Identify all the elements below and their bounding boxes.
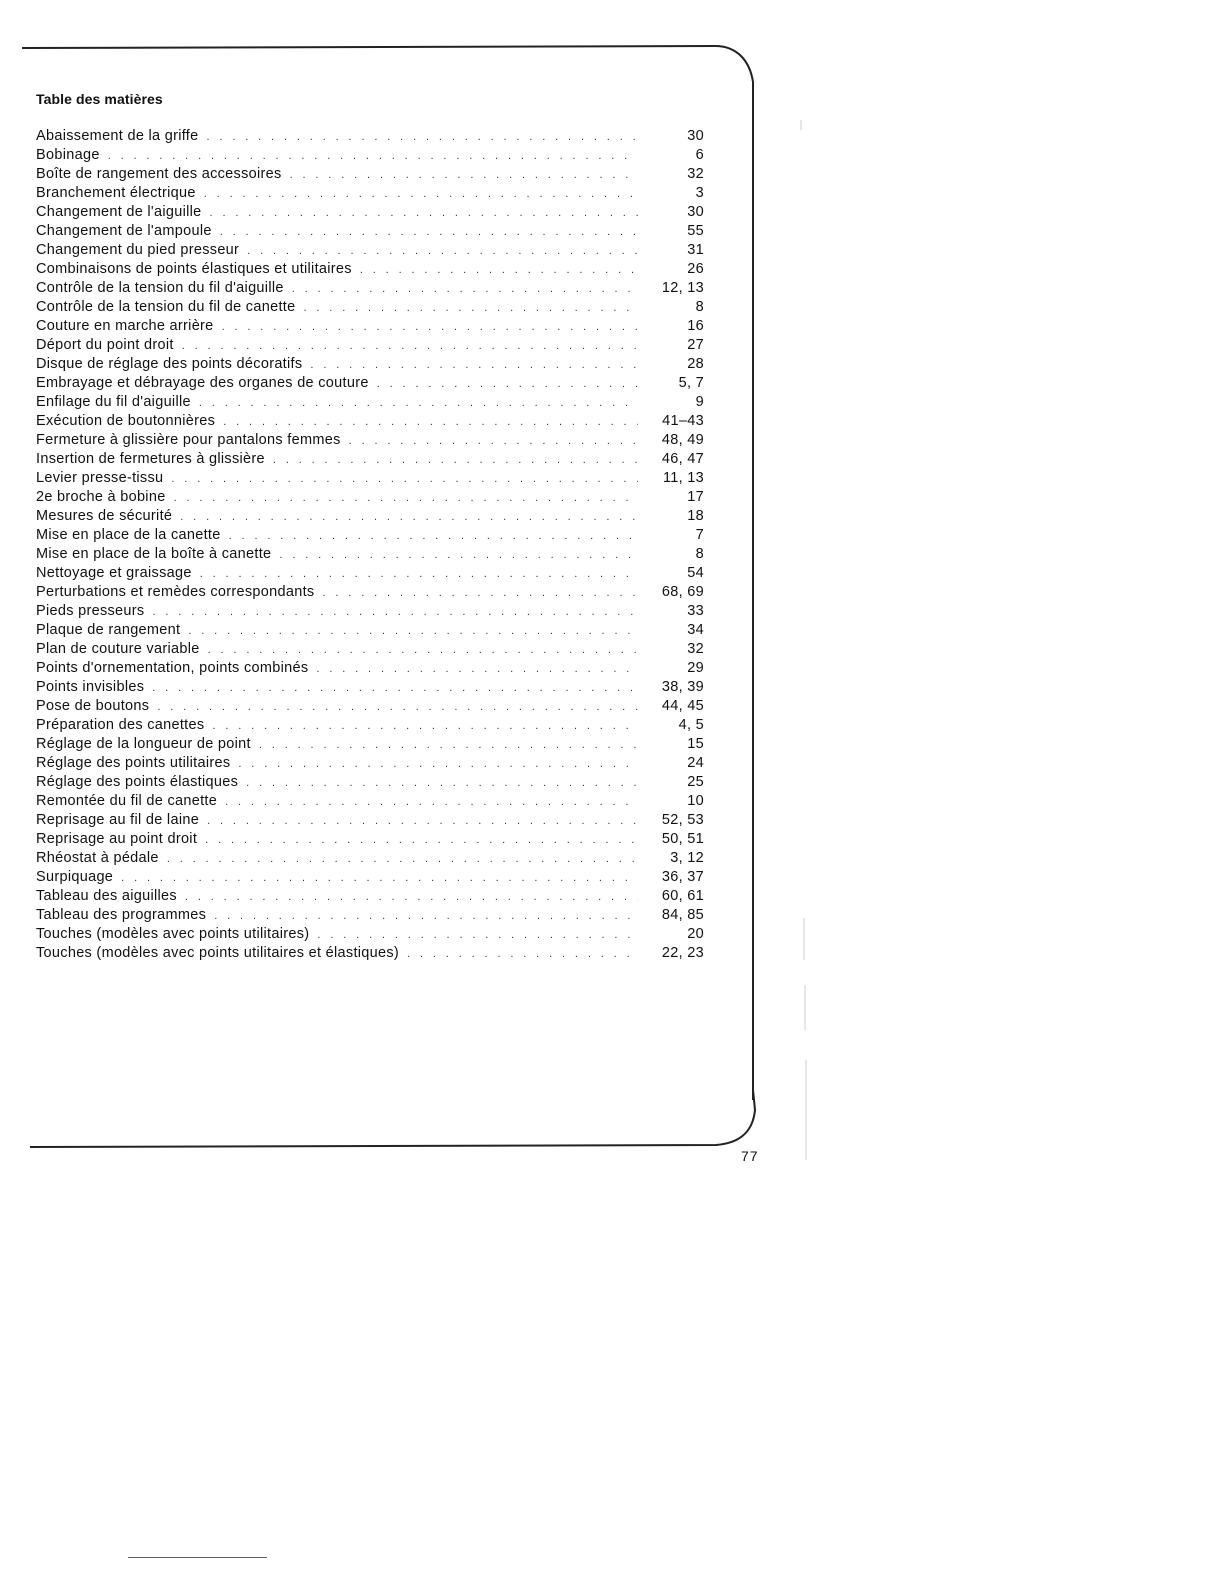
toc-entry-label: Fermeture à glissière pour pantalons femmes [36, 432, 341, 448]
toc-entry-label: Reprisage au fil de laine [36, 812, 200, 828]
toc-entry-page: 20 [687, 926, 704, 942]
toc-entry [36, 336, 704, 355]
toc-entry [36, 317, 704, 336]
toc-entry-label: Insertion de fermetures à glissière [36, 451, 265, 467]
toc-entry-page: 11, 13 [662, 470, 704, 486]
toc-entry-label: Changement de l'aiguille [36, 204, 202, 220]
toc-entry [36, 488, 704, 507]
toc-entry-label: Tableau des programmes [36, 907, 207, 923]
toc-entry-page: 38, 39 [661, 679, 704, 695]
toc-entry-page: 8 [695, 299, 704, 315]
toc-entry [36, 545, 704, 564]
toc-entry [36, 412, 704, 431]
toc-entry-page: 17 [687, 489, 704, 505]
toc-entry-label: Combinaisons de points élastiques et utilitaires [36, 261, 352, 277]
dot-leader [407, 945, 638, 964]
toc-entry-page: 30 [687, 128, 704, 144]
toc-entry-label: Bobinage [36, 147, 100, 163]
dot-leader [290, 166, 638, 185]
toc-entry-page: 55 [687, 223, 704, 239]
toc-entry-label: Préparation des canettes [36, 717, 205, 733]
toc-entry-label: Enfilage du fil d'aiguille [36, 394, 191, 410]
toc-entry-label: Changement de l'ampoule [36, 223, 212, 239]
toc-entry-page: 32 [687, 166, 704, 182]
toc-entry [36, 374, 704, 393]
toc-entry-page: 52, 53 [661, 812, 704, 828]
toc-entry [36, 754, 704, 773]
toc-entry [36, 925, 704, 944]
dot-leader [199, 394, 638, 413]
toc-entry-label: Touches (modèles avec points utilitaires) [36, 926, 310, 942]
toc-entry-label: Boîte de rangement des accessoires [36, 166, 282, 182]
toc-entry [36, 640, 704, 659]
toc-entry-page: 60, 61 [661, 888, 704, 904]
toc-entry-page: 7 [695, 527, 704, 543]
toc-entry [36, 469, 704, 488]
toc-entry [36, 849, 704, 868]
toc-entry [36, 906, 704, 925]
toc-entry-label: Touches (modèles avec points utilitaires et élastiques) [36, 945, 400, 961]
toc-entry [36, 222, 704, 241]
toc-entry [36, 146, 704, 165]
toc-entry-page: 27 [687, 337, 704, 353]
toc-entry-label: Disque de réglage des points décoratifs [36, 356, 303, 372]
toc-entry-label: Branchement électrique [36, 185, 196, 201]
toc-entry-label: Changement du pied presseur [36, 242, 240, 258]
toc-entry [36, 792, 704, 811]
toc-entry [36, 697, 704, 716]
toc-entry-label: Points d'ornementation, points combinés [36, 660, 309, 676]
toc-entry [36, 659, 704, 678]
toc-entry-label: Déport du point droit [36, 337, 174, 353]
toc-entry [36, 260, 704, 279]
dot-leader [229, 527, 638, 546]
dot-leader [310, 356, 638, 375]
toc-entry [36, 716, 704, 735]
toc-entry [36, 868, 704, 887]
toc-entry [36, 526, 704, 545]
toc-entry-page: 4, 5 [678, 717, 704, 733]
toc-entry-page: 33 [687, 603, 704, 619]
toc-entry-page: 68, 69 [661, 584, 704, 600]
toc-entry-label: Points invisibles [36, 679, 145, 695]
dot-leader [349, 432, 638, 451]
toc-entry-label: Reprisage au point droit [36, 831, 198, 847]
toc-entry-page: 31 [687, 242, 704, 258]
dot-leader [208, 641, 638, 660]
dot-leader [210, 204, 638, 223]
dot-leader [222, 318, 638, 337]
toc-entry [36, 127, 704, 146]
toc-entry [36, 393, 704, 412]
toc-entry-label: Mise en place de la boîte à canette [36, 546, 272, 562]
dot-leader [377, 375, 638, 394]
toc-entry-label: Perturbations et remèdes correspondants [36, 584, 315, 600]
toc-entry-page: 26 [687, 261, 704, 277]
dot-leader [188, 622, 638, 641]
toc-entry [36, 184, 704, 203]
toc-entry-page: 8 [695, 546, 704, 562]
footer-rule [128, 1557, 267, 1558]
toc-entry-page: 25 [687, 774, 704, 790]
dot-leader [214, 907, 638, 926]
toc-entry [36, 450, 704, 469]
toc-entry-label: Pieds presseurs [36, 603, 145, 619]
dot-leader [317, 926, 638, 945]
toc-entry-label: Couture en marche arrière [36, 318, 214, 334]
toc-entry [36, 298, 704, 317]
dot-leader [205, 831, 638, 850]
toc-entry-page: 44, 45 [661, 698, 704, 714]
toc-entry [36, 811, 704, 830]
toc-entry [36, 241, 704, 260]
toc-entry-label: Nettoyage et graissage [36, 565, 192, 581]
toc-entry-label: Réglage des points utilitaires [36, 755, 231, 771]
toc-entry [36, 355, 704, 374]
dot-leader [171, 470, 638, 489]
dot-leader [322, 584, 638, 603]
toc-entry [36, 564, 704, 583]
dot-leader [279, 546, 638, 565]
dot-leader [108, 147, 638, 166]
toc-entry-page: 32 [687, 641, 704, 657]
dot-leader [212, 717, 638, 736]
table-of-contents [36, 127, 704, 963]
toc-entry [36, 678, 704, 697]
toc-entry [36, 203, 704, 222]
dot-leader [152, 679, 638, 698]
dot-leader [223, 413, 638, 432]
toc-entry-label: Mesures de sécurité [36, 508, 173, 524]
toc-entry-page: 54 [687, 565, 704, 581]
toc-entry-page: 24 [687, 755, 704, 771]
toc-entry-page: 46, 47 [661, 451, 704, 467]
toc-entry-label: Plan de couture variable [36, 641, 200, 657]
dot-leader [259, 736, 638, 755]
toc-entry [36, 431, 704, 450]
dot-leader [185, 888, 638, 907]
dot-leader [167, 850, 638, 869]
page-title: Table des matières [36, 91, 163, 107]
toc-entry-label: Exécution de boutonnières [36, 413, 216, 429]
toc-entry-label: 2e broche à bobine [36, 489, 166, 505]
toc-entry-label: Réglage des points élastiques [36, 774, 239, 790]
dot-leader [316, 660, 638, 679]
toc-entry-label: Mise en place de la canette [36, 527, 221, 543]
toc-entry [36, 735, 704, 754]
dot-leader [292, 280, 638, 299]
toc-entry-label: Pose de boutons [36, 698, 150, 714]
dot-leader [247, 242, 638, 261]
toc-entry-page: 84, 85 [661, 907, 704, 923]
dot-leader [207, 128, 639, 147]
frame-bottom-rule [30, 1090, 755, 1147]
toc-entry-label: Abaissement de la griffe [36, 128, 199, 144]
toc-entry [36, 279, 704, 298]
dot-leader [225, 793, 638, 812]
scan-speckles [801, 120, 806, 1160]
toc-entry-page: 3, 12 [670, 850, 704, 866]
toc-entry [36, 583, 704, 602]
toc-entry-page: 12, 13 [661, 280, 704, 296]
toc-entry-page: 15 [687, 736, 704, 752]
toc-entry-label: Réglage de la longueur de point [36, 736, 251, 752]
toc-entry-page: 6 [695, 147, 704, 163]
dot-leader [220, 223, 638, 242]
dot-leader [238, 755, 638, 774]
toc-entry-label: Remontée du fil de canette [36, 793, 218, 809]
dot-leader [207, 812, 638, 831]
toc-entry-label: Surpiquage [36, 869, 114, 885]
toc-entry-page: 50, 51 [661, 831, 704, 847]
toc-entry [36, 507, 704, 526]
toc-entry-label: Tableau des aiguilles [36, 888, 177, 904]
toc-entry [36, 830, 704, 849]
toc-entry [36, 944, 704, 963]
toc-entry [36, 621, 704, 640]
toc-entry [36, 773, 704, 792]
dot-leader [360, 261, 638, 280]
toc-entry-page: 30 [687, 204, 704, 220]
toc-entry-page: 34 [687, 622, 704, 638]
dot-leader [152, 603, 638, 622]
toc-entry-page: 9 [695, 394, 704, 410]
dot-leader [246, 774, 638, 793]
dot-leader [200, 565, 638, 584]
toc-entry-page: 29 [687, 660, 704, 676]
toc-entry-label: Contrôle de la tension du fil d'aiguille [36, 280, 284, 296]
dot-leader [182, 337, 638, 356]
dot-leader [204, 185, 638, 204]
toc-entry-page: 10 [687, 793, 704, 809]
toc-entry-label: Rhéostat à pédale [36, 850, 159, 866]
toc-entry-page: 22, 23 [661, 945, 704, 961]
toc-entry [36, 887, 704, 906]
toc-entry-label: Levier presse-tissu [36, 470, 164, 486]
dot-leader [273, 451, 638, 470]
dot-leader [174, 489, 638, 508]
toc-entry-page: 3 [695, 185, 704, 201]
toc-entry-page: 41–43 [662, 413, 704, 429]
toc-entry-label: Contrôle de la tension du fil de canette [36, 299, 296, 315]
dot-leader [303, 299, 638, 318]
toc-entry-page: 36, 37 [661, 869, 704, 885]
toc-entry-page: 16 [687, 318, 704, 334]
toc-entry-label: Embrayage et débrayage des organes de couture [36, 375, 369, 391]
dot-leader [180, 508, 638, 527]
toc-entry [36, 602, 704, 621]
toc-entry-page: 28 [687, 356, 704, 372]
dot-leader [157, 698, 638, 717]
dot-leader [121, 869, 638, 888]
page-number: 77 [741, 1148, 759, 1164]
toc-entry-page: 5, 7 [678, 375, 704, 391]
toc-entry-page: 48, 49 [661, 432, 704, 448]
toc-entry-page: 18 [687, 508, 704, 524]
toc-entry-label: Plaque de rangement [36, 622, 181, 638]
toc-entry [36, 165, 704, 184]
